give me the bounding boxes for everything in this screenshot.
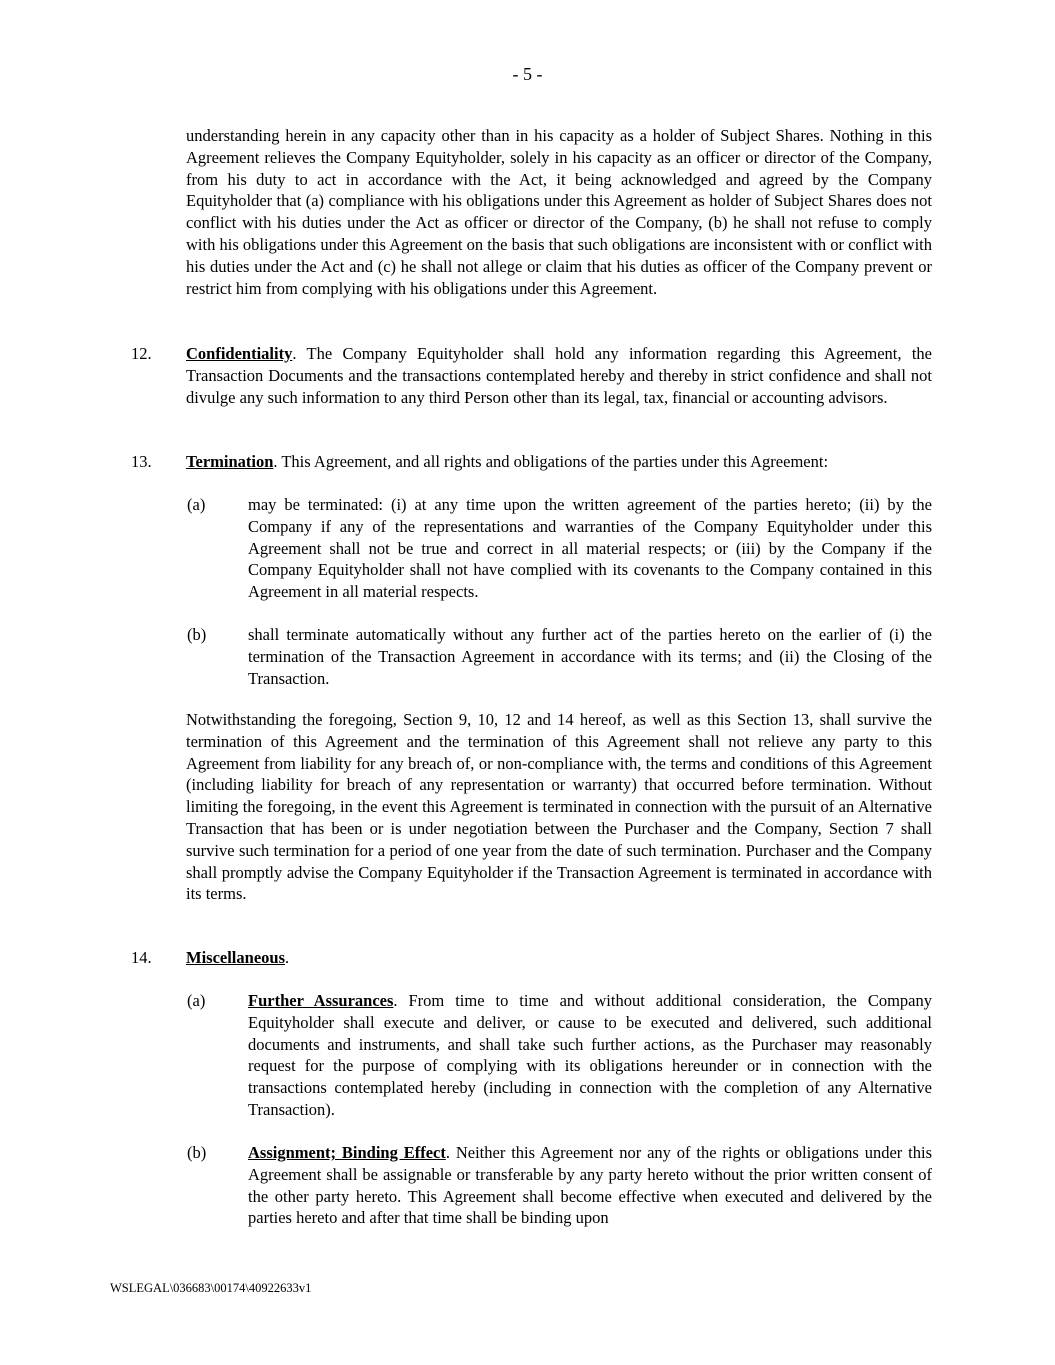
section-12-paragraph bbox=[186, 343, 932, 408]
section-13b-text: shall terminate automatically without any further act of the parties hereto on the earlier of (i) the termination of the Transaction Agreement in accordance with its terms; and (ii) the Closing of the Transaction. bbox=[248, 625, 932, 688]
section-12-number: 12. bbox=[131, 344, 152, 363]
section-14a-heading: Further Assurances bbox=[248, 991, 394, 1010]
section-14a-paragraph bbox=[248, 990, 932, 1121]
section-14-heading: Miscellaneous bbox=[186, 948, 285, 967]
section-13-number: 13. bbox=[131, 452, 152, 471]
section-12-heading: Confidentiality bbox=[186, 344, 293, 363]
section-14b-text: . Neither this Agreement nor any of the rights or obligations under this Agreement shall be assignable or transferable by any party hereto without the prior written consent of the other party hereto. This Agreement shall become effective when executed and delivered by the parties hereto and after that time shall be binding upon bbox=[248, 1143, 933, 1228]
section-13a-label: (a) bbox=[187, 495, 206, 514]
section-14-heading-tail: . bbox=[285, 948, 290, 967]
section-13-heading: Termination bbox=[186, 452, 274, 471]
page-number: - 5 - bbox=[512, 64, 543, 84]
section-14a-text: . From time to time and without additional consideration, the Company Equityholder shall execute and deliver, or cause to be executed and delivered, such additional documents and instruments, and shall take such further actions, as the Purchaser may reasonably request for the purpose of complying with its obligations hereunder or in connection with the transactions contemplated hereby (including in connection with the completion of any Alternative Transaction). bbox=[248, 991, 932, 1119]
section-14a-label: (a) bbox=[187, 991, 206, 1010]
continued-paragraph: understanding herein in any capacity other than in his capacity as a holder of Subject Shares. Nothing in this Agreement relieves the Company Equityholder, solely in his capacity as an officer or director of the Company, from his duty to act in accordance with the Act, it being acknowledged and agreed by the Company Equityholder that (a) compliance with his obligations under this Agreement as holder of Subject Shares does not conflict with his duties under the Act as officer or director of the Company, (b) he shall not refuse to comply with his obligations under this Agreement on the basis that such obligations are inconsistent with or conflict with his duties under the Act and (c) he shall not allege or claim that his duties as officer of the Company prevent or restrict him from complying with his obligations under this Agreement. bbox=[186, 126, 932, 298]
section-14b-paragraph bbox=[248, 1142, 932, 1229]
section-13-closing: Notwithstanding the foregoing, Section 9, 10, 12 and 14 hereof, as well as this Section 13, shall survive the termination of this Agreement and the termination of this Agreement shall not relieve any party to this Agreement from liability for any breach of, or non-compliance with, the terms and conditions of this Agreement (including liability for breach of any representation or warranty) that occurred before termination. Without limiting the foregoing, in the event this Agreement is terminated in connection with the pursuit of an Alternative Transaction that has been or is under negotiation between the Purchaser and the Company, Section 7 shall survive such termination for a period of one year from the date of such termination. Purchaser and the Company shall promptly advise the Company Equityholder if the Transaction Agreement is terminated in accordance with its terms. bbox=[186, 710, 932, 904]
section-14b-heading: Assignment; Binding Effect bbox=[248, 1143, 446, 1162]
section-13-paragraph bbox=[186, 451, 932, 473]
section-13-text: . This Agreement, and all rights and obligations of the parties under this Agreement: bbox=[273, 452, 829, 471]
section-13b-label: (b) bbox=[187, 625, 207, 644]
document-footer-id: WSLEGAL\036683\00174\40922633v1 bbox=[110, 1281, 312, 1295]
section-12-text: . The Company Equityholder shall hold any information regarding this Agreement, the Transaction Documents and the transactions contemplated hereby and thereby in strict confidence and shall not divulge any such information to any third Person other than its legal, tax, financial or accounting advisors. bbox=[186, 344, 932, 407]
section-14b-label: (b) bbox=[187, 1143, 207, 1162]
section-14-paragraph bbox=[186, 947, 932, 969]
section-14-number: 14. bbox=[131, 948, 152, 967]
section-13a-text: may be terminated: (i) at any time upon the written agreement of the parties hereto; (ii) by the Company if any of the representations and warranties of the Company Equityholder under this Agreement shall not be true and correct in all material respects; or (iii) by the Company if the Company Equityholder shall not have complied with its covenants to the Company contained in this Agreement in all material respects. bbox=[248, 495, 932, 602]
